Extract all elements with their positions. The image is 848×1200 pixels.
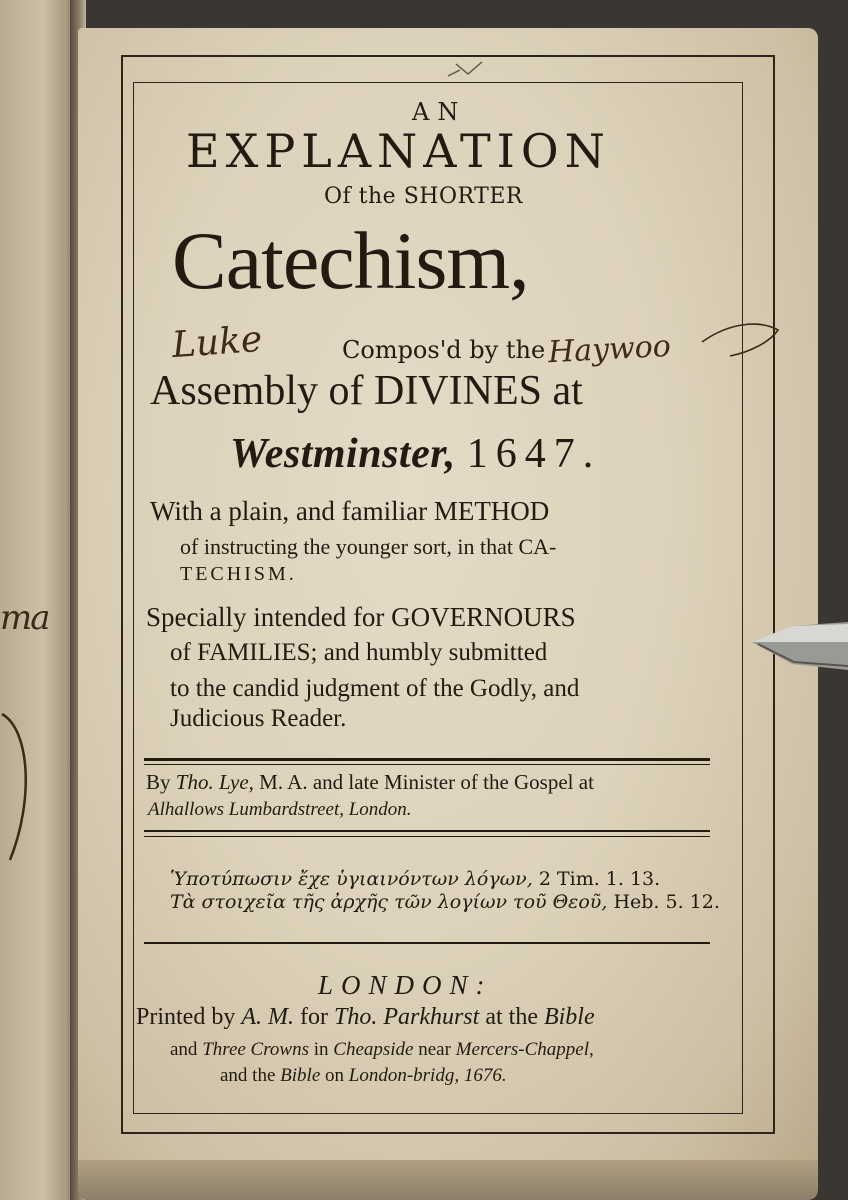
greek-text-2: Τὰ στοιχεῖα τῆς ἀρχῆς τῶν λογίων τοῦ Θεοῦ, [170, 891, 608, 913]
greek-ref-1: 2 Tim. 1. 13. [538, 868, 661, 890]
title-of-the-shorter: Of the SHORTER [324, 184, 523, 209]
imprint-three-crowns: Three Crowns [202, 1039, 309, 1060]
author-name: Tho. Lye, [175, 770, 254, 794]
title-explanation: EXPLANATION [186, 124, 611, 178]
instructing-line: of instructing the younger sort, in that CA- [180, 534, 557, 559]
title-catechism: Catechism, [172, 215, 529, 306]
page-bottom-edge [78, 1160, 818, 1200]
greek-text-1: Ὑποτύπωσιν ἔχε ὑγιαινόντων λόγων, [170, 868, 533, 890]
rule-above-author-thin [144, 764, 710, 765]
imprint-place: LONDON: [318, 970, 493, 1000]
rule-below-author [144, 830, 710, 832]
imprint-bible: Bible [543, 1004, 595, 1030]
owner-signature-last: Haywoo [547, 328, 672, 371]
imprint-and-the: and the [220, 1065, 276, 1086]
intended-line-1: Specially intended for GOVERNOURS [146, 602, 576, 632]
title-an: AN [412, 98, 467, 126]
author-line [146, 772, 594, 793]
intended-line-4: Judicious Reader. [170, 705, 347, 732]
imprint-cheapside: Cheapside [333, 1039, 414, 1060]
intended-line-2: of FAMILIES; and humbly submitted [170, 639, 548, 666]
left-leaf-ink-curve [0, 710, 40, 870]
imprint-for: for [299, 1004, 328, 1030]
author-parish: Alhallows Lumbardstreet, London. [148, 799, 412, 820]
method-line: With a plain, and familiar METHOD [150, 496, 550, 526]
imprint-mercers: Mercers-Chappel, [455, 1039, 594, 1060]
title-composd: Compos'd by the [342, 336, 546, 364]
title-westminster [230, 433, 601, 475]
author-by: By [146, 770, 171, 794]
rule-above-author [144, 758, 710, 761]
owner-signature-first: Luke [170, 318, 264, 367]
imprint-bridge: London-bridg, [348, 1065, 460, 1086]
rule-above-imprint [144, 942, 710, 944]
author-rest: M. A. and late Minister of the Gospel at [259, 770, 594, 794]
greek-epigraph-2 [170, 893, 720, 912]
imprint-year: 1676. [463, 1065, 507, 1086]
imprint-line-1 [136, 1005, 595, 1029]
intended-line-3: to the candid judgment of the Godly, and [170, 675, 580, 702]
greek-ref-2: Heb. 5. 12. [613, 891, 720, 913]
imprint-line-3 [220, 1066, 507, 1085]
imprint-bible-2: Bible [280, 1065, 321, 1086]
greek-epigraph-1 [170, 870, 660, 889]
signature-flourish [700, 312, 780, 362]
imprint-and: and [170, 1039, 198, 1060]
rule-below-author-thin [144, 836, 710, 837]
imprint-at-the: at the [485, 1004, 538, 1030]
westminster-word: Westminster, [230, 431, 456, 477]
left-leaf-handwriting: ma [0, 598, 49, 638]
title-assembly: Assembly of DIVINES at [150, 368, 583, 414]
page-clip-icon [752, 612, 848, 682]
imprint-on: on [325, 1065, 345, 1086]
techism-line: TECHISM. [180, 563, 297, 585]
imprint-line-2 [170, 1040, 594, 1059]
imprint-printer: A. M. [241, 1004, 294, 1030]
pencil-mark [446, 60, 486, 80]
year-1647: 1647. [466, 431, 602, 477]
imprint-near: near [418, 1039, 451, 1060]
imprint-in: in [313, 1039, 329, 1060]
imprint-bookseller: Tho. Parkhurst [333, 1004, 480, 1030]
imprint-printed: Printed by [136, 1004, 236, 1030]
